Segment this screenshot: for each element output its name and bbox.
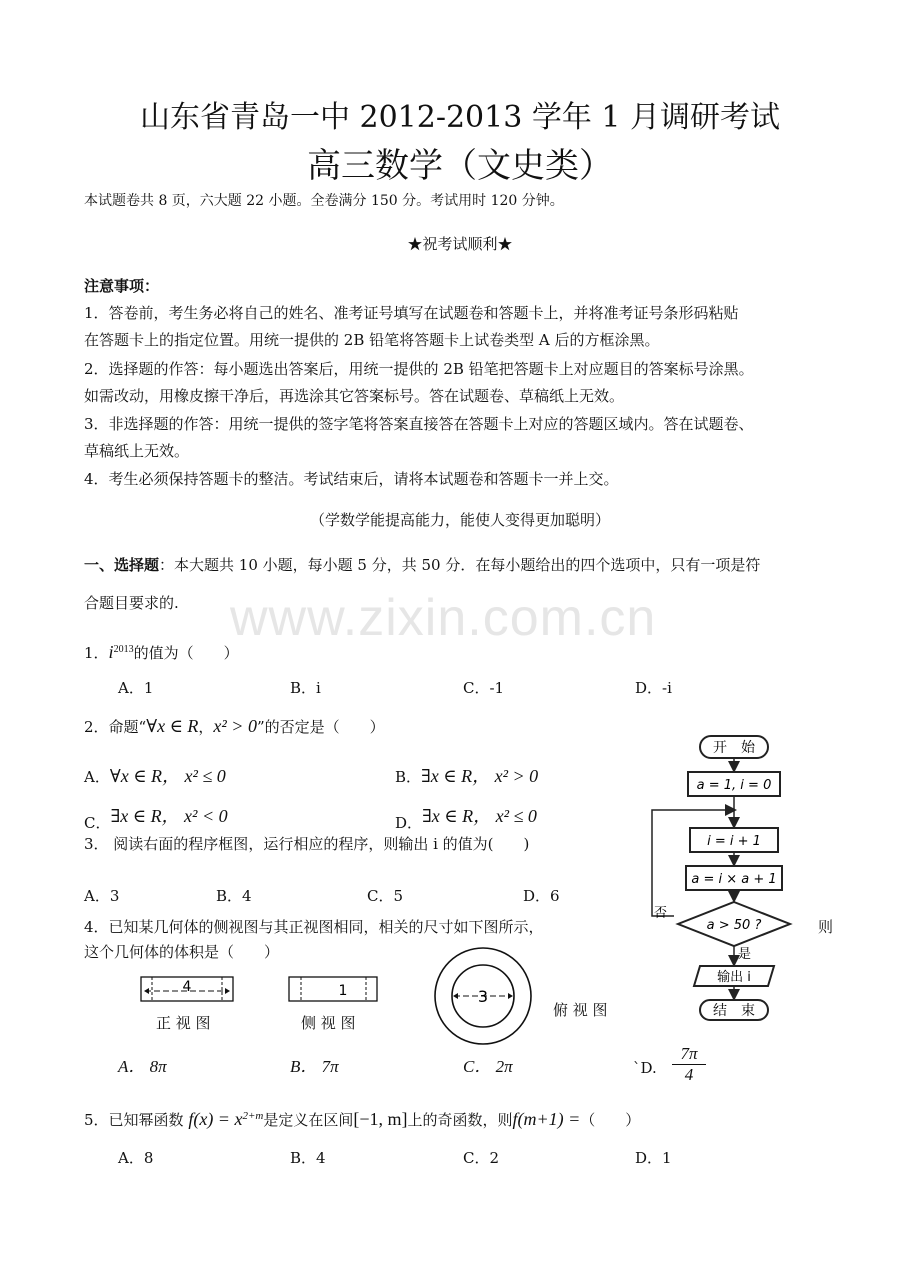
note-line: 草稿纸上无效。 <box>84 442 190 460</box>
q5-stem-d: （ ） <box>580 1111 641 1129</box>
q1-base: i <box>108 642 114 662</box>
q2-stem-e: ”的否定是（ ） <box>256 718 385 736</box>
flowchart-yes-label: 是 <box>738 947 752 962</box>
q2-option-d-text: ∃x ∈ R， x² ≤ 0 <box>422 806 537 826</box>
note-line: 如需改动，用橡皮擦干净后，再选涂其它答案标号。答在试题卷、草稿纸上无效。 <box>84 387 625 405</box>
flowchart-end: 结 束 <box>713 1003 755 1019</box>
q3-option-d: D．6 <box>523 887 560 905</box>
q2-option-c-label: C． <box>84 814 111 832</box>
top-view-figure <box>433 946 535 1048</box>
flowchart-start: 开 始 <box>713 740 755 756</box>
q5-function-exponent: 2+m <box>242 1110 264 1122</box>
q5-stem-c: 上的奇函数，则 <box>407 1111 513 1129</box>
q2-option-d-label: D． <box>395 814 423 832</box>
flowchart-condition: a > 50 ? <box>706 918 762 933</box>
top-view-dimension: 3 <box>477 987 489 1006</box>
q3-option-c: C．5 <box>367 887 404 905</box>
q1-tail: 的值为（ ） <box>133 644 239 662</box>
note-line: 1．答卷前，考生务必将自己的姓名、准考证号填写在试题卷和答题卡上，并将准考证号条形码粘贴 <box>84 304 739 322</box>
q2-option-a-label: A． <box>84 768 110 786</box>
q4-option-a: A． 8π <box>118 1057 167 1076</box>
q4-option-d-numerator: 7π <box>672 1044 706 1065</box>
q4-option-d-fraction <box>672 1044 706 1085</box>
notes-heading: 注意事项： <box>84 277 160 295</box>
side-view-figure <box>288 976 382 1004</box>
q1-exponent: 2013 <box>113 644 134 655</box>
q1-option-b: B．i <box>290 679 321 697</box>
q2-inequality: x² > 0 <box>213 716 257 736</box>
note-line: 4．考生必须保持答题卡的整洁。考试结束后，请将本试题卷和答题卡一并上交。 <box>84 470 619 488</box>
side-view-dimension: 1 <box>338 983 348 999</box>
flowchart-step-2: a = i × a + 1 <box>691 872 777 887</box>
section-text-2: 合题目要求的. <box>84 594 179 612</box>
question-4-line-1-end: 则 <box>818 918 834 936</box>
top-view-label: 俯 视 图 <box>553 1001 608 1019</box>
question-1 <box>84 640 239 663</box>
q3-option-a: A．3 <box>84 887 120 905</box>
flowchart-step-1: i = i + 1 <box>707 834 761 849</box>
note-line: 3．非选择题的作答：用统一提供的签字笔将答案直接答在答题卡上对应的答题区域内。答在试题卷、 <box>84 415 754 433</box>
question-4-line-2: 这个几何体的体积是（ ） <box>84 943 280 961</box>
q4-option-d-label: `D. <box>633 1059 657 1077</box>
exam-title: 山东省青岛一中 2012-2013 学年 1 月调研考试 <box>139 100 781 135</box>
q5-option-c: C．2 <box>463 1149 500 1167</box>
q1-option-a: A．1 <box>118 679 154 697</box>
q2-quantifier: ∀x ∈ R <box>146 716 199 736</box>
front-view-figure <box>140 976 236 1004</box>
question-3: 3． 阅读右面的程序框图，运行相应的程序，则输出 i 的值为( ) <box>84 835 530 853</box>
front-view-label: 正 视 图 <box>156 1014 211 1032</box>
q5-option-d: D．1 <box>635 1149 672 1167</box>
q2-option-b <box>395 766 538 787</box>
note-line: 2．选择题的作答：每小题选出答案后，用统一提供的 2B 铅笔把答题卡上对应题目的答案标号涂黑。 <box>84 360 754 378</box>
section-label: 一、选择题 <box>84 556 160 574</box>
q2-option-b-text: ∃x ∈ R， x² > 0 <box>421 766 539 786</box>
q5-interval: [−1, m] <box>353 1109 408 1129</box>
flowchart-no-label: 否 <box>654 906 668 921</box>
q4-option-d-denominator: 4 <box>684 1065 694 1084</box>
side-view-label: 侧 视 图 <box>301 1014 356 1032</box>
exam-intro: 本试题卷共 8 页，六大题 22 小题。全卷满分 150 分。考试用时 120 分钟。 <box>84 193 564 209</box>
q2-option-b-label: B． <box>395 768 422 786</box>
front-view-dimension: 4 <box>182 979 192 995</box>
flowchart-output: 输出 i <box>717 970 751 985</box>
q5-option-b: B．4 <box>290 1149 326 1167</box>
q2-option-d <box>395 806 537 832</box>
q1-option-d: D．-i <box>635 679 672 697</box>
q5-stem-b: 是定义在区间 <box>263 1111 354 1129</box>
q2-comma: ， <box>198 718 214 736</box>
question-2 <box>84 716 385 737</box>
q2-stem-a: 2．命题“ <box>84 718 147 736</box>
motto: （学数学能提高能力，能使人变得更加聪明） <box>309 511 610 529</box>
note-line: 在答题卡上的指定位置。用统一提供的 2B 铅笔将答题卡上试卷类型 A 后的方框涂黑。 <box>84 331 660 349</box>
q3-option-b: B．4 <box>216 887 252 905</box>
q2-option-a-text: ∀x ∈ R， x² ≤ 0 <box>109 766 226 786</box>
q1-number: 1． <box>84 644 109 662</box>
wish-line: ★祝考试顺利★ <box>407 235 513 253</box>
section-heading <box>84 555 760 575</box>
q1-option-c: C．-1 <box>463 679 505 697</box>
q5-option-a: A．8 <box>118 1149 154 1167</box>
q4-option-c: C． 2π <box>463 1057 513 1076</box>
q5-stem-a: 5．已知幂函数 <box>84 1111 184 1129</box>
exam-subtitle: 高三数学（文史类） <box>307 146 613 186</box>
question-4-line-1: 4．已知某几何体的侧视图与其正视图相同，相关的尺寸如下图所示， <box>84 918 544 936</box>
q5-expression: f(m+1) = <box>512 1109 581 1129</box>
watermark: www.zixin.com.cn <box>230 589 657 647</box>
q5-function: f(x) = x <box>188 1109 243 1129</box>
q2-option-a <box>84 766 226 787</box>
q2-option-c <box>84 806 228 832</box>
question-5 <box>84 1106 640 1130</box>
program-flowchart <box>640 730 820 1025</box>
q4-option-b: B． 7π <box>290 1057 339 1076</box>
flowchart-init: a = 1, i = 0 <box>696 778 772 793</box>
q2-option-c-text: ∃x ∈ R， x² < 0 <box>110 806 228 826</box>
section-text: ：本大题共 10 小题，每小题 5 分，共 50 分．在每小题给出的四个选项中，只有一项是符 <box>159 556 761 574</box>
